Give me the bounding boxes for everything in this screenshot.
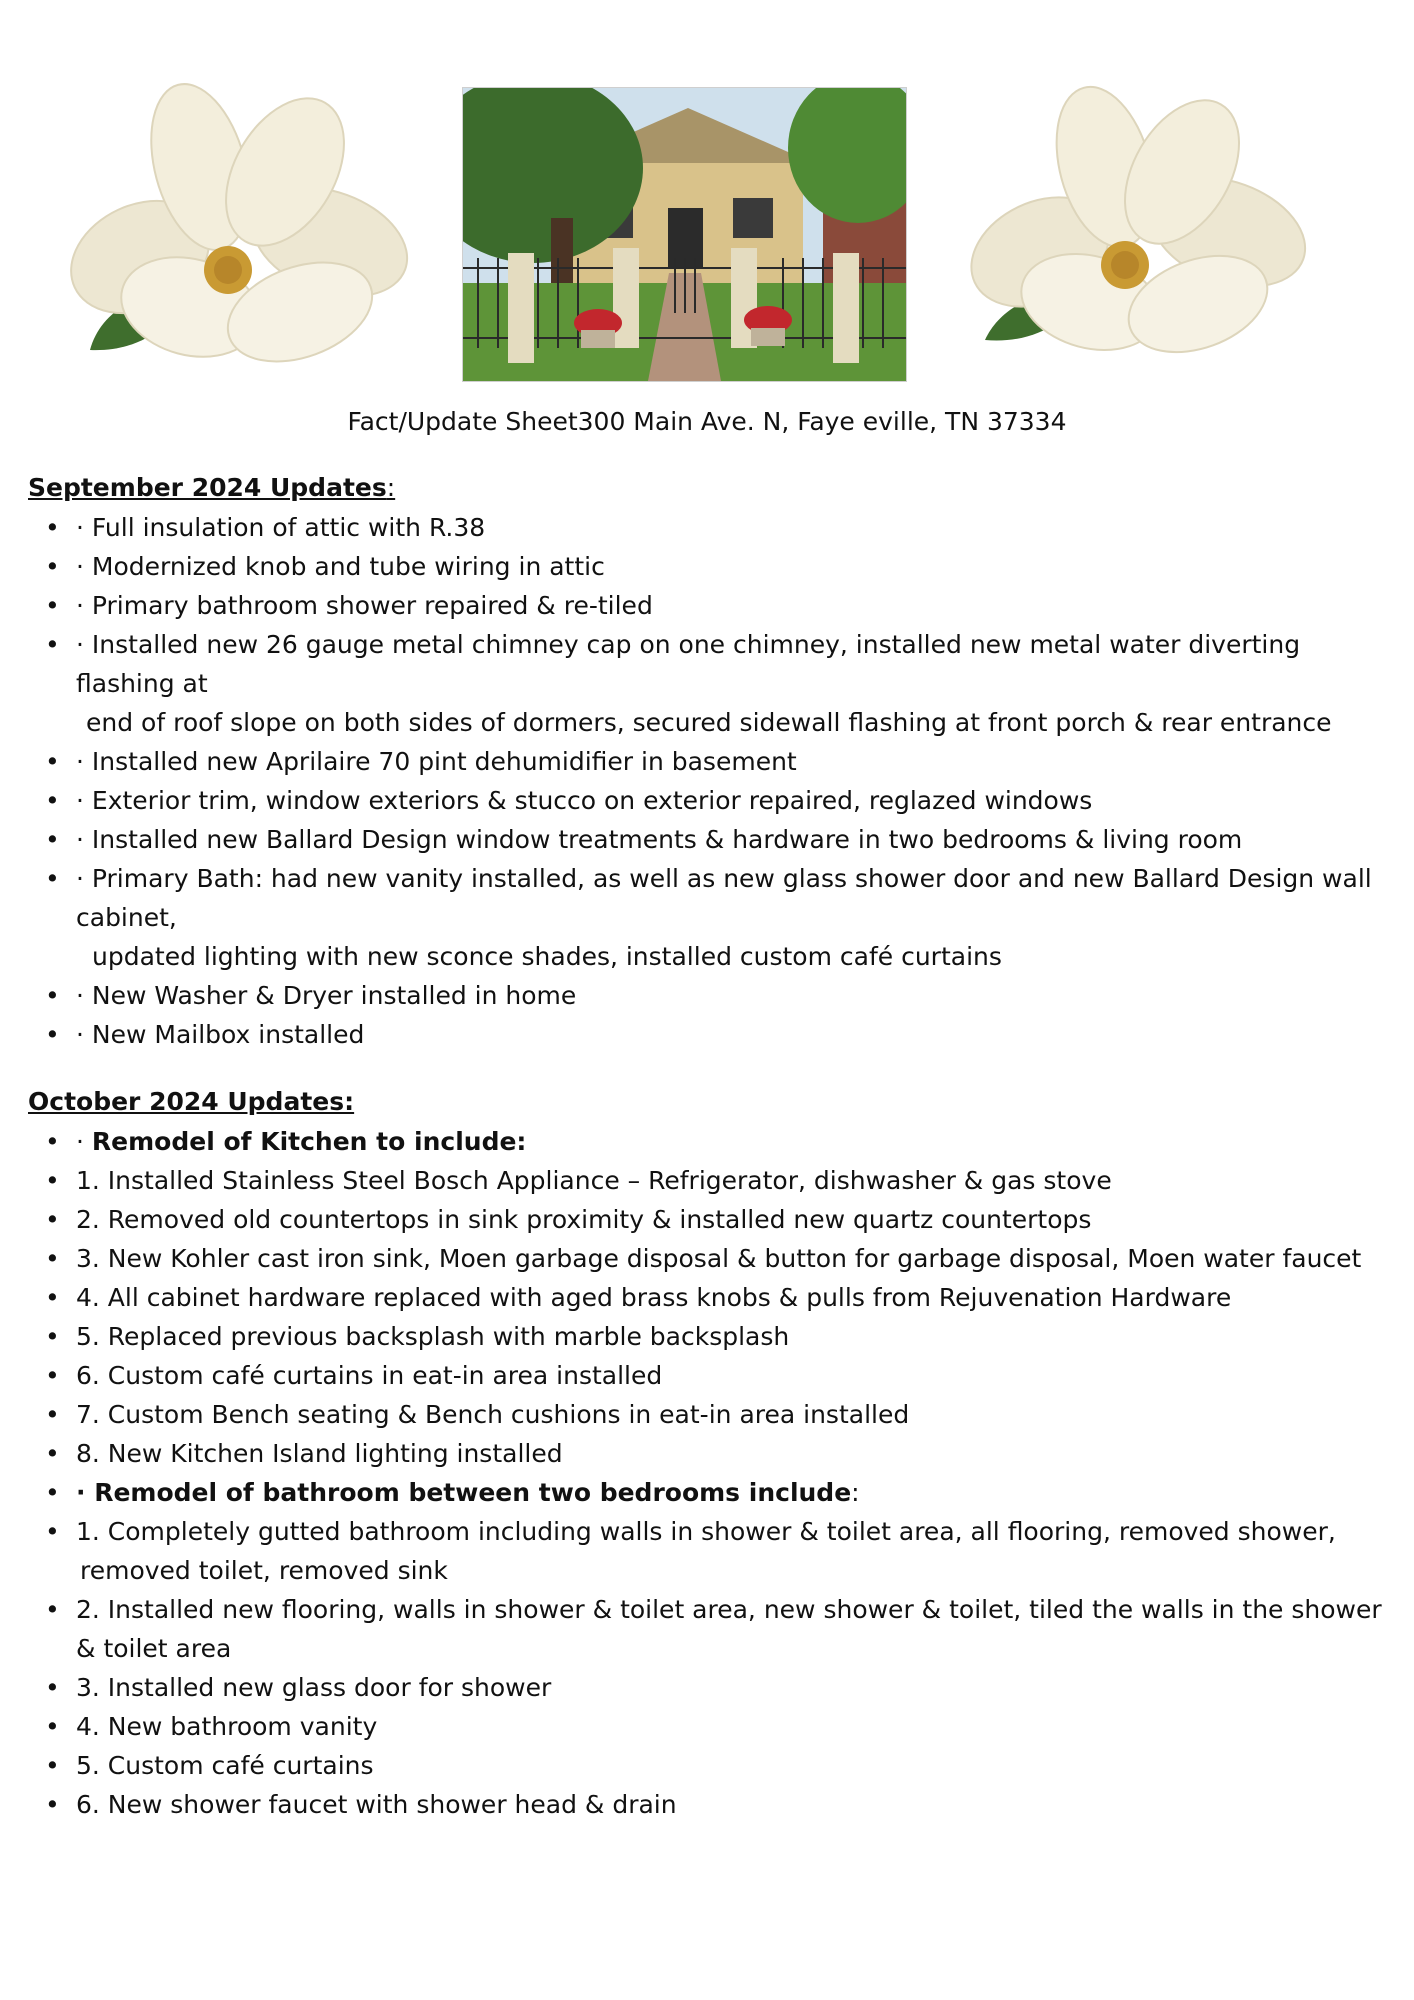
- list-item: [28, 742, 1388, 781]
- magnolia-flower-left: [60, 82, 410, 382]
- list-item: [28, 1590, 1388, 1668]
- bathroom-heading: · Remodel of bathroom between two bedrooms include: [76, 1478, 852, 1507]
- list-item-text: · Exterior trim, window exteriors & stucco on exterior repaired, reglazed windows: [76, 786, 1093, 815]
- list-item-text: · Installed new Ballard Design window treatments & hardware in two bedrooms & living room: [76, 825, 1243, 854]
- list-item: • 5. Replaced previous backsplash with marble backsplash: [28, 1317, 1388, 1356]
- list-item-continuation: removed toilet, removed sink: [80, 1556, 448, 1585]
- list-item-text: · Primary Bath: had new vanity installed, as well as new glass shower door and new Ballard Design wall cabinet,: [76, 864, 1372, 932]
- kitchen-heading: Remodel of Kitchen to include:: [91, 1127, 527, 1156]
- list-item: [28, 781, 1388, 820]
- list-item: [28, 1015, 1388, 1054]
- list-item: • 6. Custom café curtains in eat-in area installed: [28, 1356, 1388, 1395]
- list-item: [28, 820, 1388, 859]
- list-item-continuation: updated lighting with new sconce shades, installed custom café curtains: [92, 942, 1002, 971]
- list-item: [28, 1668, 1388, 1707]
- kitchen-heading-item: [28, 1122, 1388, 1161]
- list-item: [28, 625, 1388, 742]
- list-item-text: · Installed new Aprilaire 70 pint dehumidifier in basement: [76, 747, 797, 776]
- kitchen-list: [28, 1122, 1388, 1473]
- list-item-text: · Full insulation of attic with R.38: [76, 513, 486, 542]
- list-item: [28, 508, 1388, 547]
- list-item-continuation: & toilet area: [76, 1634, 232, 1663]
- list-item: [28, 976, 1388, 1015]
- september-list: [28, 508, 1388, 1054]
- list-item-text: · Modernized knob and tube wiring in attic: [76, 552, 605, 581]
- list-item-continuation: end of roof slope on both sides of dormers, secured sidewall flashing at front porch & rear entrance: [86, 708, 1332, 737]
- list-item: • 2. Removed old countertops in sink proximity & installed new quartz countertops: [28, 1200, 1388, 1239]
- house-photo: [462, 87, 907, 382]
- list-item: [28, 1785, 1388, 1824]
- bathroom-heading-colon: :: [851, 1478, 860, 1507]
- september-heading-colon: :: [386, 473, 396, 502]
- list-item: • 7. Custom Bench seating & Bench cushions in eat-in area installed: [28, 1395, 1388, 1434]
- magnolia-flower-right: [960, 82, 1310, 382]
- list-item: [28, 586, 1388, 625]
- list-item: [28, 1512, 1388, 1590]
- list-item-text: 5. Custom café curtains: [76, 1751, 374, 1780]
- september-heading: [28, 468, 1388, 508]
- list-item: [28, 547, 1388, 586]
- list-item: • 8. New Kitchen Island lighting installed: [28, 1434, 1388, 1473]
- october-heading: October 2024 Updates:: [28, 1087, 355, 1116]
- list-item-text: 1. Completely gutted bathroom including walls in shower & toilet area, all flooring, removed shower,: [76, 1517, 1336, 1546]
- bathroom-heading-item: [28, 1473, 1388, 1512]
- bathroom-list: [28, 1473, 1388, 1824]
- list-item-text: 4. New bathroom vanity: [76, 1712, 378, 1741]
- list-item: [28, 859, 1388, 976]
- september-heading-text: September 2024 Updates: [28, 473, 387, 502]
- list-item: [28, 1707, 1388, 1746]
- page-title: Fact/Update Sheet300 Main Ave. N, Faye eville, TN 37334: [347, 407, 1067, 436]
- list-item-text: · Primary bathroom shower repaired & re-tiled: [76, 591, 653, 620]
- list-item: [28, 1746, 1388, 1785]
- list-item-text: · New Mailbox installed: [76, 1020, 365, 1049]
- list-item-text: · New Washer & Dryer installed in home: [76, 981, 577, 1010]
- list-item-text: 2. Installed new flooring, walls in shower & toilet area, new shower & toilet, tiled the walls in the shower: [76, 1595, 1382, 1624]
- list-item: • 4. All cabinet hardware replaced with aged brass knobs & pulls from Rejuvenation Hardware: [28, 1278, 1388, 1317]
- list-item-text: 3. Installed new glass door for shower: [76, 1673, 552, 1702]
- document-body: [28, 468, 1388, 1824]
- list-item: • 3. New Kohler cast iron sink, Moen garbage disposal & button for garbage disposal, Moen water faucet: [28, 1239, 1388, 1278]
- list-item: • 1. Installed Stainless Steel Bosch Appliance – Refrigerator, dishwasher & gas stove: [28, 1161, 1388, 1200]
- list-item-text: 6. New shower faucet with shower head & drain: [76, 1790, 677, 1819]
- kitchen-heading-prefix: ·: [76, 1127, 92, 1156]
- list-item-text: · Installed new 26 gauge metal chimney cap on one chimney, installed new metal water diverting flashing at: [76, 630, 1301, 698]
